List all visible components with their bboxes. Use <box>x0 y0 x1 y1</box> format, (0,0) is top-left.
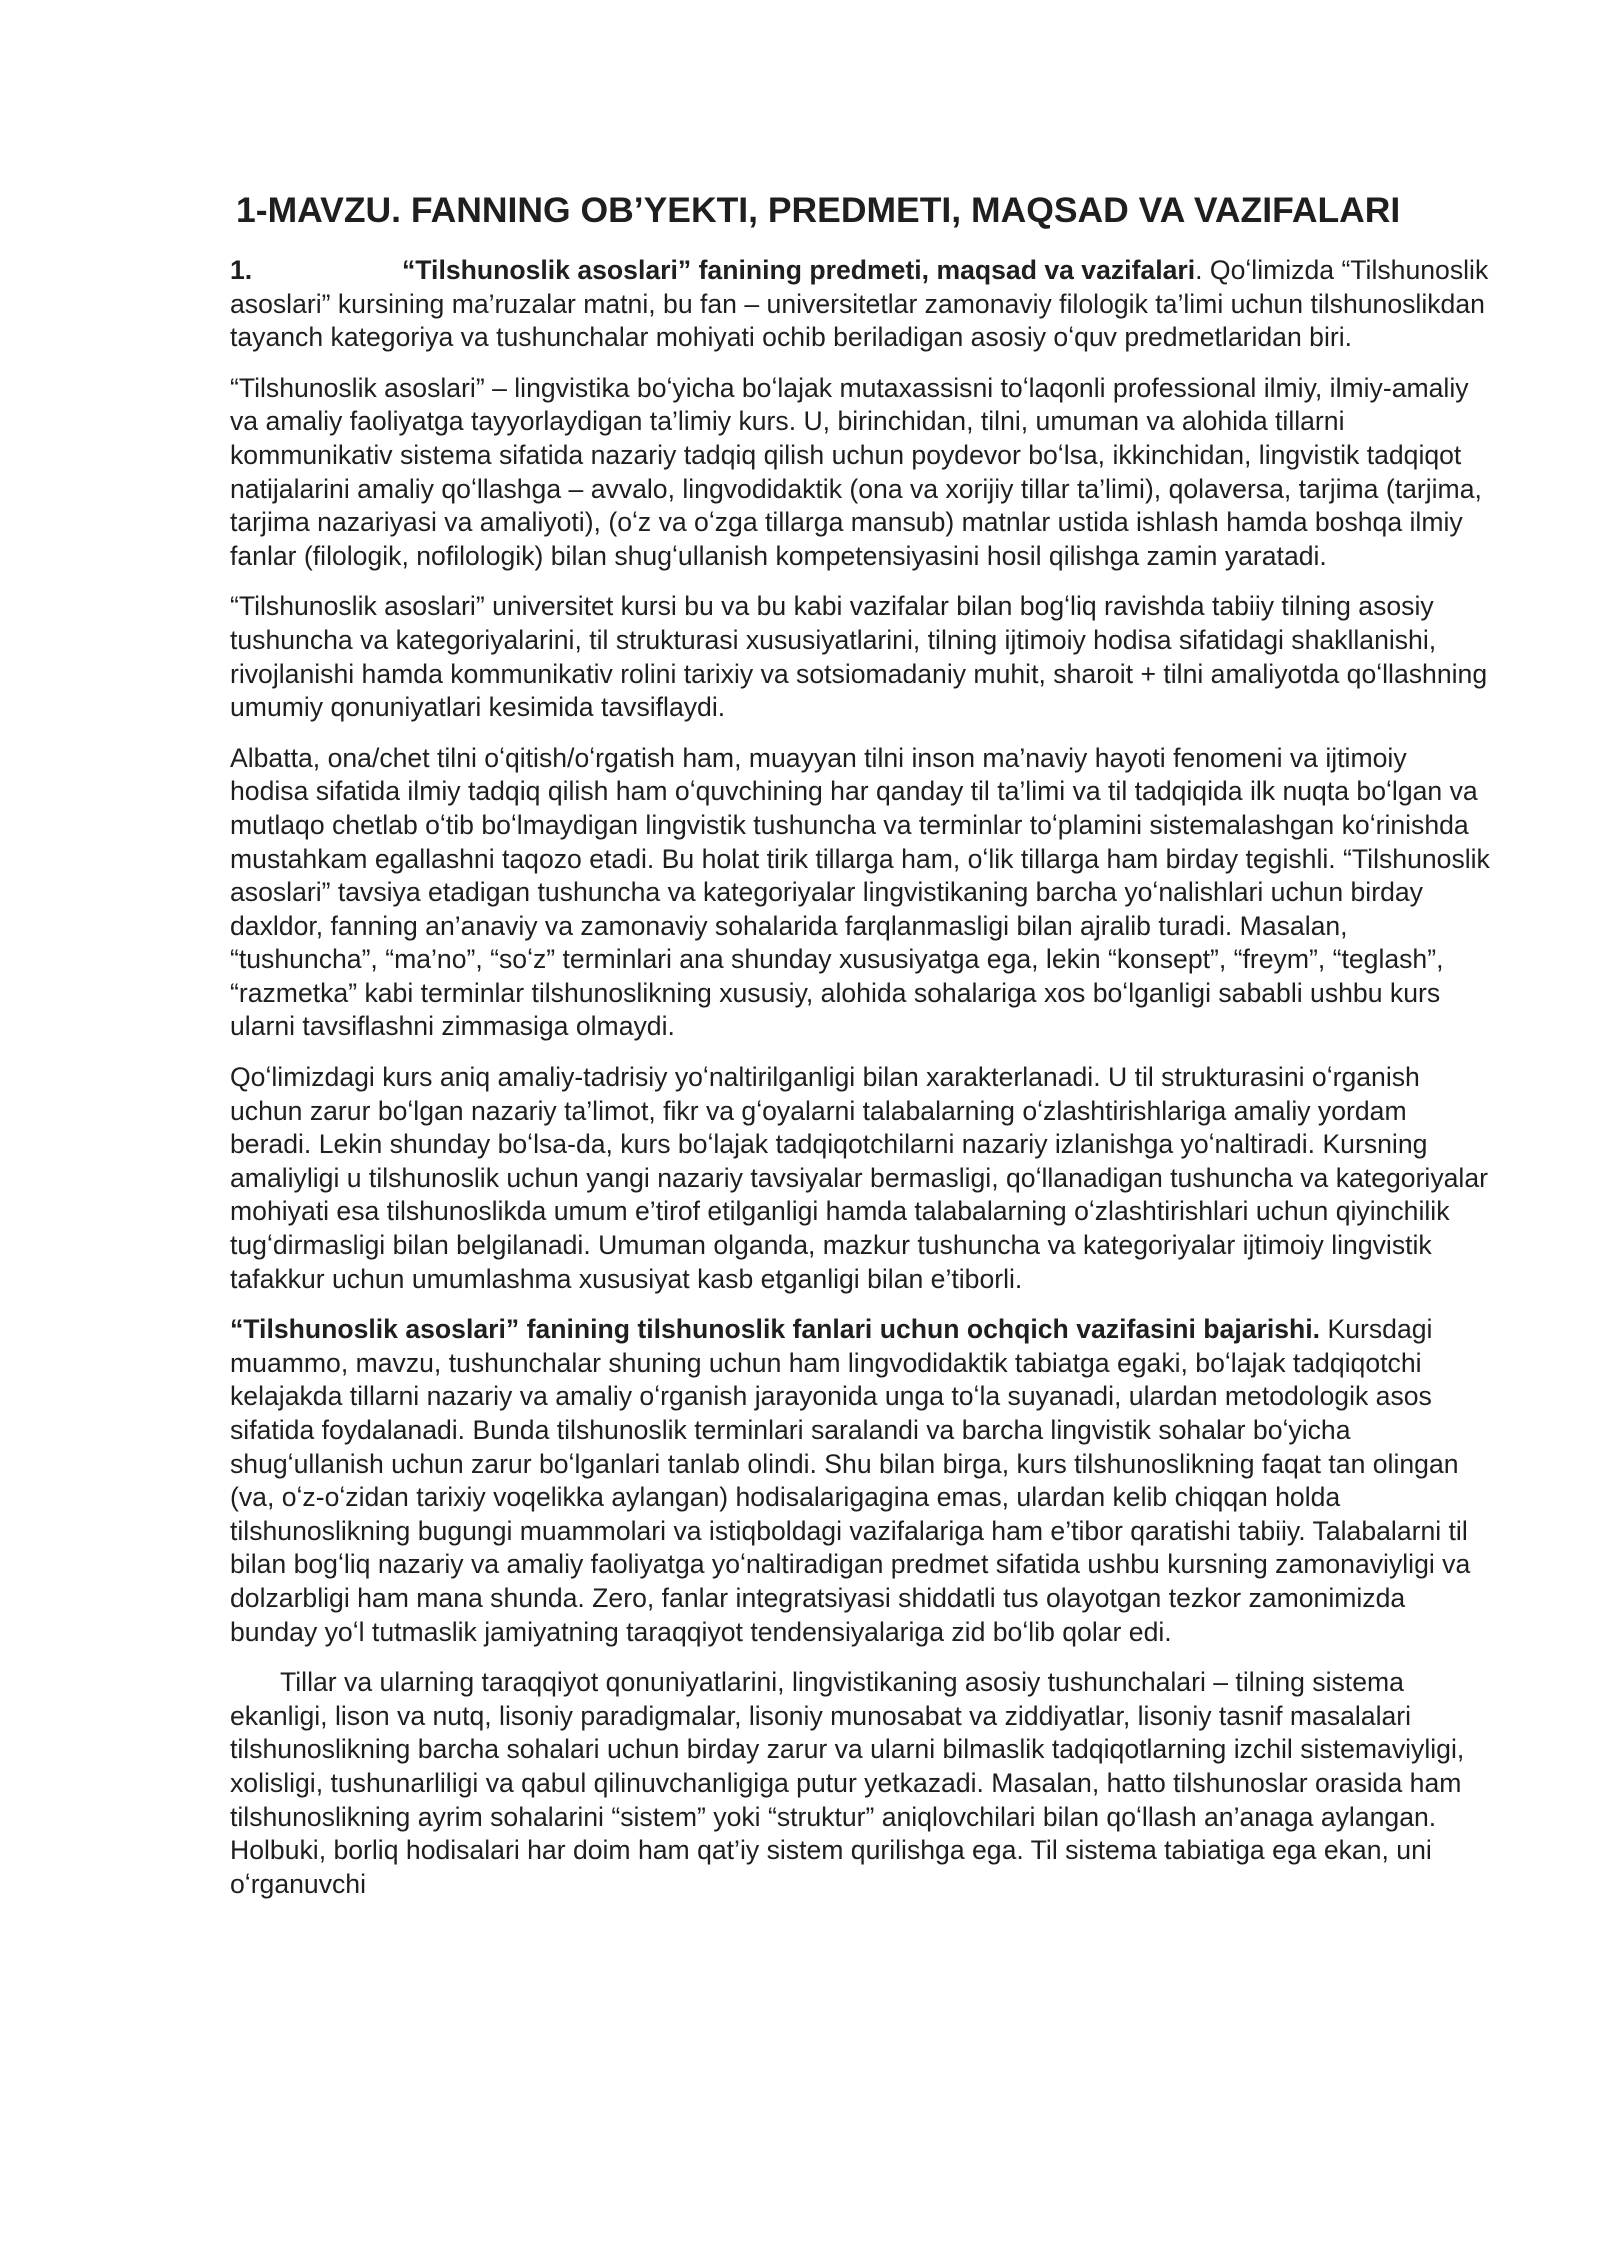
section1-text: . Qoʻlimizda “Tilshunoslik asoslari” kursining ma’ruzalar matni, bu fan – universitetlar zamonaviy filologik ta’limi uchun tilshunoslikdan tayanch kategoriya va tushunchalar mohiyati ochib beriladigan asosiy oʻquv predmetlaridan biri. <box>230 255 1489 353</box>
document-page <box>230 186 1490 1918</box>
section1-paragraph <box>230 254 1490 355</box>
paragraph-3: “Tilshunoslik asoslari” universitet kursi bu va bu kabi vazifalar bilan bogʻliq ravishda tabiiy tilning asosiy tushuncha va kategoriyalarini, til strukturasi xususiyatlarini, tilning ijtimoiy hodisa sifatidagi shakllanishi, rivojlanishi hamda kommunikativ rolini tarixiy va sotsiomadaniy muhit, sharoit + tilni amaliyotda qoʻllashning umumiy qonuniyatlari kesimida tavsiflaydi. <box>230 591 1488 723</box>
section2-text: Kursdagi muammo, mavzu, tushunchalar shuning uchun ham lingvodidaktik tabiatga egaki, boʻlajak tadqiqotchi kelajakda tillarni nazariy va amaliy oʻrganish jarayonida unga toʻla suyanadi, ulardan metodologik asos sifatida foydalanadi. Bunda tilshunoslik terminlari saralandi va barcha lingvistik sohalar boʻyicha shugʻullanish uchun zarur boʻlganlari tanlab olindi. Shu bilan birga, kurs tilshunoslikning faqat tan olingan (va, oʻz-oʻzidan tarixiy voqelikka aylangan) hodisalarigagina emas, ulardan kelib chiqqan holda tilshunoslikning bugungi muammolari va istiqboldagi vazifalariga ham e’tibor qaratishi tabiiy. Talabalarni til bilan bogʻliq nazariy va amaliy faoliyatga yoʻnaltiradigan predmet sifatida ushbu kursning zamonaviyligi va dolzarbligi ham mana shunda. Zero, fanlar integratsiyasi shiddatli tus olayotgan tezkor zamonimizda bunday yoʻl tutmaslik jamiyatning taraqqiyot tendensiyalariga zid boʻlib qolar edi. <box>230 1314 1471 1647</box>
paragraph-2: “Tilshunoslik asoslari” – lingvistika boʻyicha boʻlajak mutaxassisni toʻlaqonli professional ilmiy, ilmiy-amaliy va amaliy faoliyatga tayyorlaydigan ta’limiy kurs. U, birinchidan, tilni, umuman va alohida tillarni kommunikativ sistema sifatida nazariy tadqiq qilish uchun poydevor boʻlsa, ikkinchidan, lingvistik tadqiqot natijalarini amaliy qoʻllashga – avvalo, lingvodidaktik (ona va xorijiy tillar ta’limi), qolaversa, tarjima (tarjima, tarjima nazariyasi va amaliyoti), (oʻz va oʻzga tillarga mansub) matnlar ustida ishlash hamda boshqa ilmiy fanlar (filologik, nofilologik) bilan shugʻullanish kompetensiyasini hosil qilishga zamin yaratadi. <box>230 372 1482 571</box>
document-title: 1-MAVZU. FANNING OB’YEKTI, PREDMETI, MAQSAD VA VAZIFALARI <box>236 190 1401 230</box>
section2-paragraph <box>230 1313 1490 1649</box>
section1-heading: “Tilshunoslik asoslari” fanining predmeti, maqsad va vazifalari <box>402 255 1196 285</box>
section2-heading: “Tilshunoslik asoslari” fanining tilshunoslik fanlari uchun ochqich vazifasini bajarishi. <box>230 1314 1321 1345</box>
paragraph-5: Qoʻlimizdagi kurs aniq amaliy-tadrisiy yoʻnaltirilganligi bilan xarakterlanadi. U til strukturasini oʻrganish uchun zarur boʻlgan nazariy ta’limot, fikr va gʻoyalarni talabalarning oʻzlashtirishlariga amaliy yordam beradi. Lekin shunday boʻlsa-da, kurs boʻlajak tadqiqotchilarni nazariy izlanishga yoʻnaltiradi. Kursning amaliyligi u tilshunoslik uchun yangi nazariy tavsiyalar bermasligi, qoʻllanadigan tushuncha va kategoriyalar mohiyati esa tilshunoslikda umum e’tirof etilganligi hamda talabalarning oʻzlashtirishlari uchun qiyinchilik tugʻdirmasligi bilan belgilanadi. Umuman olganda, mazkur tushuncha va kategoriyalar ijtimoiy lingvistik tafakkur uchun umumlashma xususiyat kasb etganligi bilan e’tiborli. <box>230 1062 1488 1294</box>
paragraph-4: Albatta, ona/chet tilni oʻqitish/oʻrgatish ham, muayyan tilni inson ma’naviy hayoti fenomeni va ijtimoiy hodisa sifatida ilmiy tadqiq qilish ham oʻquvchining har qanday til ta’limi va til tadqiqida ilk nuqta boʻlgan va mutlaqo chetlab oʻtib boʻlmaydigan lingvistik tushuncha va terminlar toʻplamini sistemalashgan koʻrinishda mustahkam egallashni taqozo etadi. Bu holat tirik tillarga ham, oʻlik tillarga ham birday tegishli. “Tilshunoslik asoslari” tavsiya etadigan tushuncha va kategoriyalar lingvistikaning barcha yoʻnalishlari uchun birday daxldor, fanning an’anaviy va zamonaviy sohalarida farqlanmasligi bilan ajralib turadi. Masalan, “tushuncha”, “ma’no”, “soʻz” terminlari ana shunday xususiyatga ega, lekin “konsept”, “freym”, “teglash”, “razmetka” kabi terminlar tilshunoslikning xususiy, alohida sohalariga xos boʻlganligi sababli ushbu kurs ularni tavsiflashni zimmasiga olmaydi. <box>230 742 1490 1042</box>
section1-number: 1. <box>230 255 253 285</box>
paragraph-7: Tillar va ularning taraqqiyot qonuniyatlarini, lingvistikaning asosiy tushunchalari – tilning sistema ekanligi, lison va nutq, lisoniy paradigmalar, lisoniy munosabat va ziddiyatlar, lisoniy tasnif masalalari tilshunoslikning barcha sohalari uchun birday zarur va ularni bilmaslik tadqiqotlarning izchil sistemaviyligi, xolisligi, tushunarliligi va qabul qilinuvchanligiga putur yetkazadi. Masalan, hatto tilshunoslar orasida ham tilshunoslikning ayrim sohalarini “sistem” yoki “struktur” aniqlovchilari bilan qoʻllash an’anaga aylangan. Holbuki, borliq hodisalari har doim ham qat’iy sistem qurilishga ega. Til sistema tabiatiga ega ekan, uni oʻrganuvchi <box>230 1667 1465 1899</box>
